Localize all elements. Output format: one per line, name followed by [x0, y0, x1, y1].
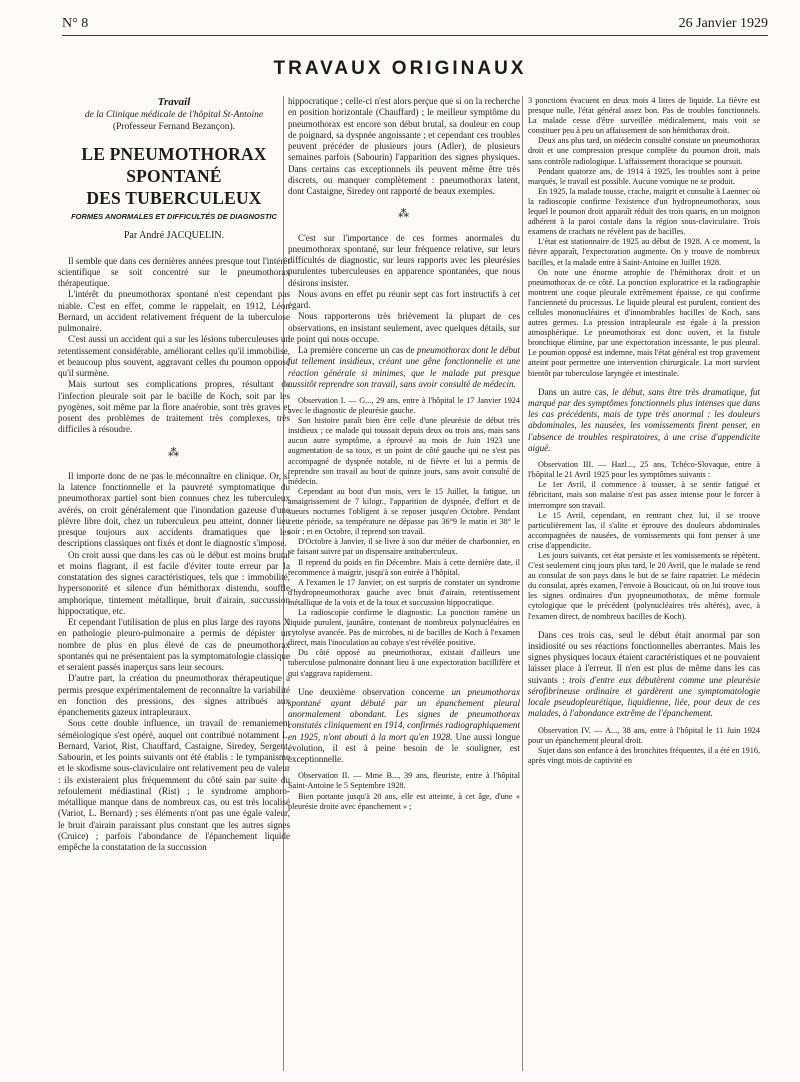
section-separator: ⁂ [168, 446, 180, 459]
paragraph [528, 630, 760, 720]
lead-text: Dans ces trois cas, seul le début était anormal par son insidiosité ou ses réactions fonctionnelles aberrantes. Mais les signes physiques locaux étaient caractéristiques et ne pouvaient laisser place à l'erreur. Il n'en est plus de même dans les cas suivants : [528, 629, 760, 685]
paragraph: On croit aussi que dans les cas où le début est moins brutal et moins flagrant, il est facile d'éviter toute erreur par la constatation des signes caractéristiques, tels que : immobilité, hypersonorité et silence d'un hémithorax distendu, souffle amphorique, tintement métallique, bruit d'airain, succussion hippocratique, etc. [58, 549, 290, 616]
paragraph: Nous avons en effet pu réunir sept cas fort instructifs à cet égard. [288, 288, 520, 310]
paragraph [288, 687, 520, 766]
column-2 [288, 96, 520, 1076]
observation-paragraph: Les jours suivants, cet état persiste et les vomissements se répètent. C'est seulement cinq jours plus tard, le 20 Avril, que le malade se rend au consulat de son pays dans le but de se faire rapatrier. Le médecin du consulat, après examen, l'envoie à Boucicaut, où on lui trouve tous les signes ordinaires d'un pyopneumothorax, de même formule cytologique que le précédent (polynucléaires très altérés), avec, à l'examen direct, de nombreux bacilles de Koch). [528, 550, 760, 621]
observation-paragraph: Bien portante jusqu'à 20 ans, elle est atteinte, à cet âge, d'une « pleurésie droite avec épanchement » ; [288, 791, 520, 811]
observation-paragraph: Le 1er Avril, il commence à tousser, à se sentir fatigué et fébricitant, mais son malaise n'est pas assez intense pour le forcer à interrompre son travail. [528, 480, 760, 510]
clinic-line: de la Clinique médicale de l'hôpital St-Antoine [84, 110, 264, 120]
lead-text: La première concerne un cas de [298, 345, 418, 355]
observation-paragraph: Le 15 Avril, cependant, en rentrant chez lui, il se trouve particulièrement las, il s'alite et éprouve des douleurs abdominales accompagnées de nausées, de vomissements qui font penser à une crise d'appendicite. [528, 510, 760, 550]
observation-paragraph: A l'examen le 17 Janvier, on est surpris de constater un syndrome d'hydropneumothorax gauche avec bruit d'airain, retentissement métallique de la voix et de la toux et succussion hippocratique. [288, 577, 520, 607]
observation-heading: Observation III. — Hazl..., 25 ans, Tchéco-Slovaque, entre à l'hôpital le 21 Avril 1925 pour les symptômes suivants : [528, 460, 760, 480]
article-title-line1: LE PNEUMOTHORAX SPONTANÉ [81, 144, 267, 186]
paragraph: Il semble que dans ces dernières années presque tout l'intérêt scientifique se soit concentré sur le pneumothorax thérapeutique. [58, 255, 290, 288]
paragraph [528, 387, 760, 455]
observation-paragraph: Sujet dans son enfance à des bronchites fréquentes, il a été en 1916, après vingt mois de captivité en [528, 745, 760, 765]
work-label: Travail [157, 96, 191, 108]
observation-paragraph: On note une énorme atrophie de l'hémithorax droit et un pneumothorax de ce côté. La ponction exploratrice et la radiographie montrent une coque pleurale extrêmement épaisse, ce qui confirme l'ancienneté du processus. Le liquide pleural est purulent, contient des cellules mononucléaires et d'innombrables bacilles de Koch, sans autres germes. La pression intrapleurale est égale à la pression atmosphérique. Le pneumothorax est donc ouvert, et la fistule bronchique élimine, par une expectoration incessante, le pus pleural. Le poumon opposé est indemne, mais l'état général est trop gravement atteint pour permettre une intervention chirurgicale. La mort survient bientôt par tuberculose laryngée et intestinale. [528, 267, 760, 378]
page-header [62, 6, 768, 36]
tail-text: Une aussi longue évolution, il est à peine besoin de le souligner, est exceptionnelle. [288, 731, 520, 765]
issue-date: 26 Janvier 1929 [678, 16, 768, 31]
emphasis-text: le début, sans être très dramatique, fut marqué par des symptômes fonctionnels plus intenses que dans les cas précédents, mais de type très anormal : les douleurs abdominales, les nausées, les vomissements firent penser, en l'absence de troubles respiratoires, à une crise d'appendicite aiguë. [528, 386, 760, 453]
section-separator: ⁂ [398, 208, 410, 221]
emphasis-text: trois d'entre eux débutèrent comme une pleurésie sérofibrineuse ordinaire et gardèrent une symptomatologie locale pseudopleurétique, liquidienne, liée, pour deux de ces malades, à l'abondance extrême de l'épanchement. [528, 674, 760, 719]
article-title [58, 143, 290, 209]
lead-text: Dans un autre cas, [538, 386, 613, 397]
professor-line: (Professeur Fernand Bezançon). [112, 122, 236, 132]
observation-paragraph: Pendant quatorze ans, de 1914 à 1925, les troubles sont à peine marqués, le travail est possible. Aucune vomique ne se produit. [528, 166, 760, 186]
column-3 [528, 96, 760, 1076]
observation-paragraph: L'état est stationnaire de 1925 au début de 1928. A ce moment, la fièvre apparaît, l'expectoration augmente. On y trouve de nombreux bacilles, et la malade entre à Saint-Antoine en Juillet 1928. [528, 237, 760, 267]
column-rule-right [522, 96, 523, 1071]
paragraph: Il importe donc de ne pas le méconnaître en clinique. Or, si la latence fonctionnelle et la pauvreté symptomatique du pneumothorax partiel sont bien connues chez les tuberculeux avérés, on croit généralement que l'inondation gazeuse d'une plèvre libre doit, chez un tuberculeux peu atteint, donner lieu presque toujours aux accidents dramatiques que les descriptions classiques ont fixés et dont le diagnostic s'impose. [58, 470, 290, 549]
paragraph: C'est aussi un accident qui a sur les lésions tuberculeuses un retentissement considérable, améliorant celles qu'il immobilise, et beaucoup plus souvent, aggravant celles du poumon opposé qu'il surmène. [58, 334, 290, 378]
observation-heading: Observation I. — G..., 29 ans, entre à l'hôpital le 17 Janvier 1924 avec le diagnostic de pleurésie gauche. [288, 396, 520, 416]
observation-paragraph: Il reprend du poids en fin Décembre. Mais à cette dernière date, il recommence à maigrir, jusqu'à son entrée à l'hôpital. [288, 557, 520, 577]
article-subtitle: FORMES ANORMALES ET DIFFICULTÉS DE DIAGNOSTIC [71, 212, 277, 221]
page-number: N° 8 [62, 16, 89, 31]
paragraph: Nous rapporterons très brièvement la plupart de ces observations, en insistant seulement, avec quelques détails, sur le point qui nous occupe. [288, 311, 520, 344]
observation-paragraph: Deux ans plus tard, un médecin consulté constate un pneumothorax droit et une compression presque complète du poumon droit, mais sans contrôle radiologique. L'affaissement thoracique se poursuit. [528, 136, 760, 166]
article-title-line2: DES TUBERCULEUX [86, 188, 262, 208]
observation-paragraph: En 1925, la malade tousse, crache, maigrit et consulte à Laennec où la radioscopie confirme l'existence d'un hydropneumothorax, sous lequel le poumon droit apparaît réduit des trois quarts, en un moignon adhérent à la paroi costale dans la région sous-claviculaire. Trois examens de crachats ne révèlent pas de bacilles. [528, 186, 760, 237]
paragraph: D'autre part, la création du pneumothorax thérapeutique a permis presque expérimentalement de reconnaître la variabilité en fonction des pressions, des signes attribués aux épanchements gazeux intrapleuraux. [58, 673, 290, 717]
emphasis-text: pneumothorax dont le début fut tellement insidieux, créant une gêne fonctionnelle et une réaction générale si minimes, que le malade put presque aussitôt reprendre son travail, sans avoir consulté de médecin. [288, 345, 520, 389]
paragraph: Sous cette double influence, un travail de remaniement séméiologique s'est opéré, auquel ont contribué notamment L. Bernard, Variot, Rist, Chauffard, Castaigne, Siredey, Sergent, Sabourin, et les points suivants ont été établis : le tympanisme et le skodisme sous-claviculaire ont relativement peu de valeur : ils existeraient plus fréquemment du côté sain par suite du refoulement médiastinal (Rist) ; le syndrome amphoro-métallique manque dans de nombreux cas, ou est très localisé (Variot, L. Bernard) ; ses éléments n'ont pas une égale valeur, le bruit d'airain paraissant plus constant que les autres signes (Cruice) ; parfois l'abondance de l'épanchement liquide empêche la constatation de la succussion [58, 718, 290, 852]
observation-paragraph: Du côté opposé au pneumothorax, existait d'ailleurs une tuberculose pulmonaire donnant lieu à une expectoration bacillifère et qui s'aggrava rapidement. [288, 648, 520, 678]
section-title: TRAVAUX ORIGINAUX [273, 58, 527, 79]
observation-paragraph: Cependant au bout d'un mois, vers le 15 Juillet, la fatigue, un amaigrissement de 7 kilogr., l'apparition de dyspnée, d'effort et de sueurs nocturnes l'obligent à se reposer jusqu'en Octobre. Pendant cette période, sa température ne dépasse pas 36°9 le matin et 38° le soir ; et en Octobre, il reprend son travail. [288, 486, 520, 537]
paragraph: Mais surtout ses complications propres, résultant de l'infection pleurale soit par le bacille de Koch, soit par les pyogènes, soit même par la flore anaérobie, sont très graves et posent des problèmes de traitement très complexes, très difficiles à résoudre. [58, 379, 290, 435]
observation-heading: Observation II. — Mme B..., 39 ans, fleuriste, entre à l'hôpital Saint-Antoine le 5 Septembre 1928. [288, 771, 520, 791]
paragraph [288, 345, 520, 390]
observation-paragraph: Son histoire paraît bien être celle d'une pleurésie de début très insidieux ; ce malade qui toussait depuis deux ou trois ans, mais sans aucun autre symptôme, a éprouvé au mois de Juin 1923 une augmentation de sa toux, et un point de côté gauche qui ne s'est pas accompagné de dyspnée notable, ni de fièvre et lui a permis de reprendre son travail au bout de quinze jours, sans avoir consulté de médecin. [288, 416, 520, 486]
paragraph: Et cependant l'utilisation de plus en plus large des rayons X en pathologie pleuro-pulmonaire a permis de dépister un nombre de plus en plus élevé de cas de pneumothorax spontanés qui ne présentaient pas la symptomatologie classique et seraient passés inaperçus sans leur secours. [58, 617, 290, 672]
paragraph: C'est sur l'importance de ces formes anormales du pneumothorax spontané, sur leur fréquence relative, sur leurs difficultés de diagnostic, sur leurs rapports avec les pleurésies purulentes tuberculeuses en apparence spontanées, que nous désirons insister. [288, 232, 520, 288]
lead-text: Une deuxième observation concerne [298, 686, 452, 697]
paragraph: hippocratique ; celle-ci n'est alors perçue que si on la recherche en position horizontale (Chauffard) ; le meilleur symptôme du pneumothorax est encore son début brutal, sa douleur en coup de poignard, sa dyspnée angoissante ; et cependant ces troubles peuvent précéder de plusieurs jours (Adler), de plusieurs semaines parfois (Sabourin) l'apparition des signes physiques. Dans certains cas exceptionnels ils peuvent même être très discrets, ou manquer complètement : pneumothorax latent, dont Castaigne, Siredey ont rapporté de beaux exemples. [288, 96, 520, 196]
paragraph: L'intérêt du pneumothorax spontané n'est cependant pas niable. C'est en effet, comme le rappelait, en 1912, Léon Bernard, un accident relativement fréquent de la tuberculose pulmonaire. [58, 289, 290, 333]
emphasis-text: un pneumothorax spontané ayant débuté par un épanchement pleural anormalement abondant. Les signes de pneumothorax constatés cliniquement en 1914, confirmés radiographiquement en 1925, n'ont abouti à la mort qu'en 1928. [288, 686, 520, 742]
observation-paragraph: 3 ponctions évacuent en deux mois 4 litres de liquide. La fièvre est presque nulle, l'état général assez bon. Pas de troubles fonctionnels. La malade cesse d'être surveillée médicalement, mais voit se constituer peu à peu un affaissement de son hémithorax droit. [528, 96, 760, 136]
column-1 [58, 96, 290, 1076]
observation-paragraph: D'Octobre à Janvier, il se livre à son dur métier de charbonnier, en se faisant suivre par un dispensaire antituberculeux. [288, 537, 520, 557]
observation-heading: Observation IV. — A..., 38 ans, entre à l'hôpital le 11 Juin 1924 pour un épanchement pleural droit. [528, 725, 760, 745]
observation-paragraph: La radioscopie confirme le diagnostic. La ponction ramène un liquide purulent, jaunâtre, contenant de nombreux polynucléaires en cytolyse avancée. Pas de microbes, ni de bacilles de Koch à l'examen direct, mais l'inoculation au cobaye s'est révélée positive. [288, 607, 520, 648]
article-author: Par André JACQUELIN. [123, 230, 225, 242]
